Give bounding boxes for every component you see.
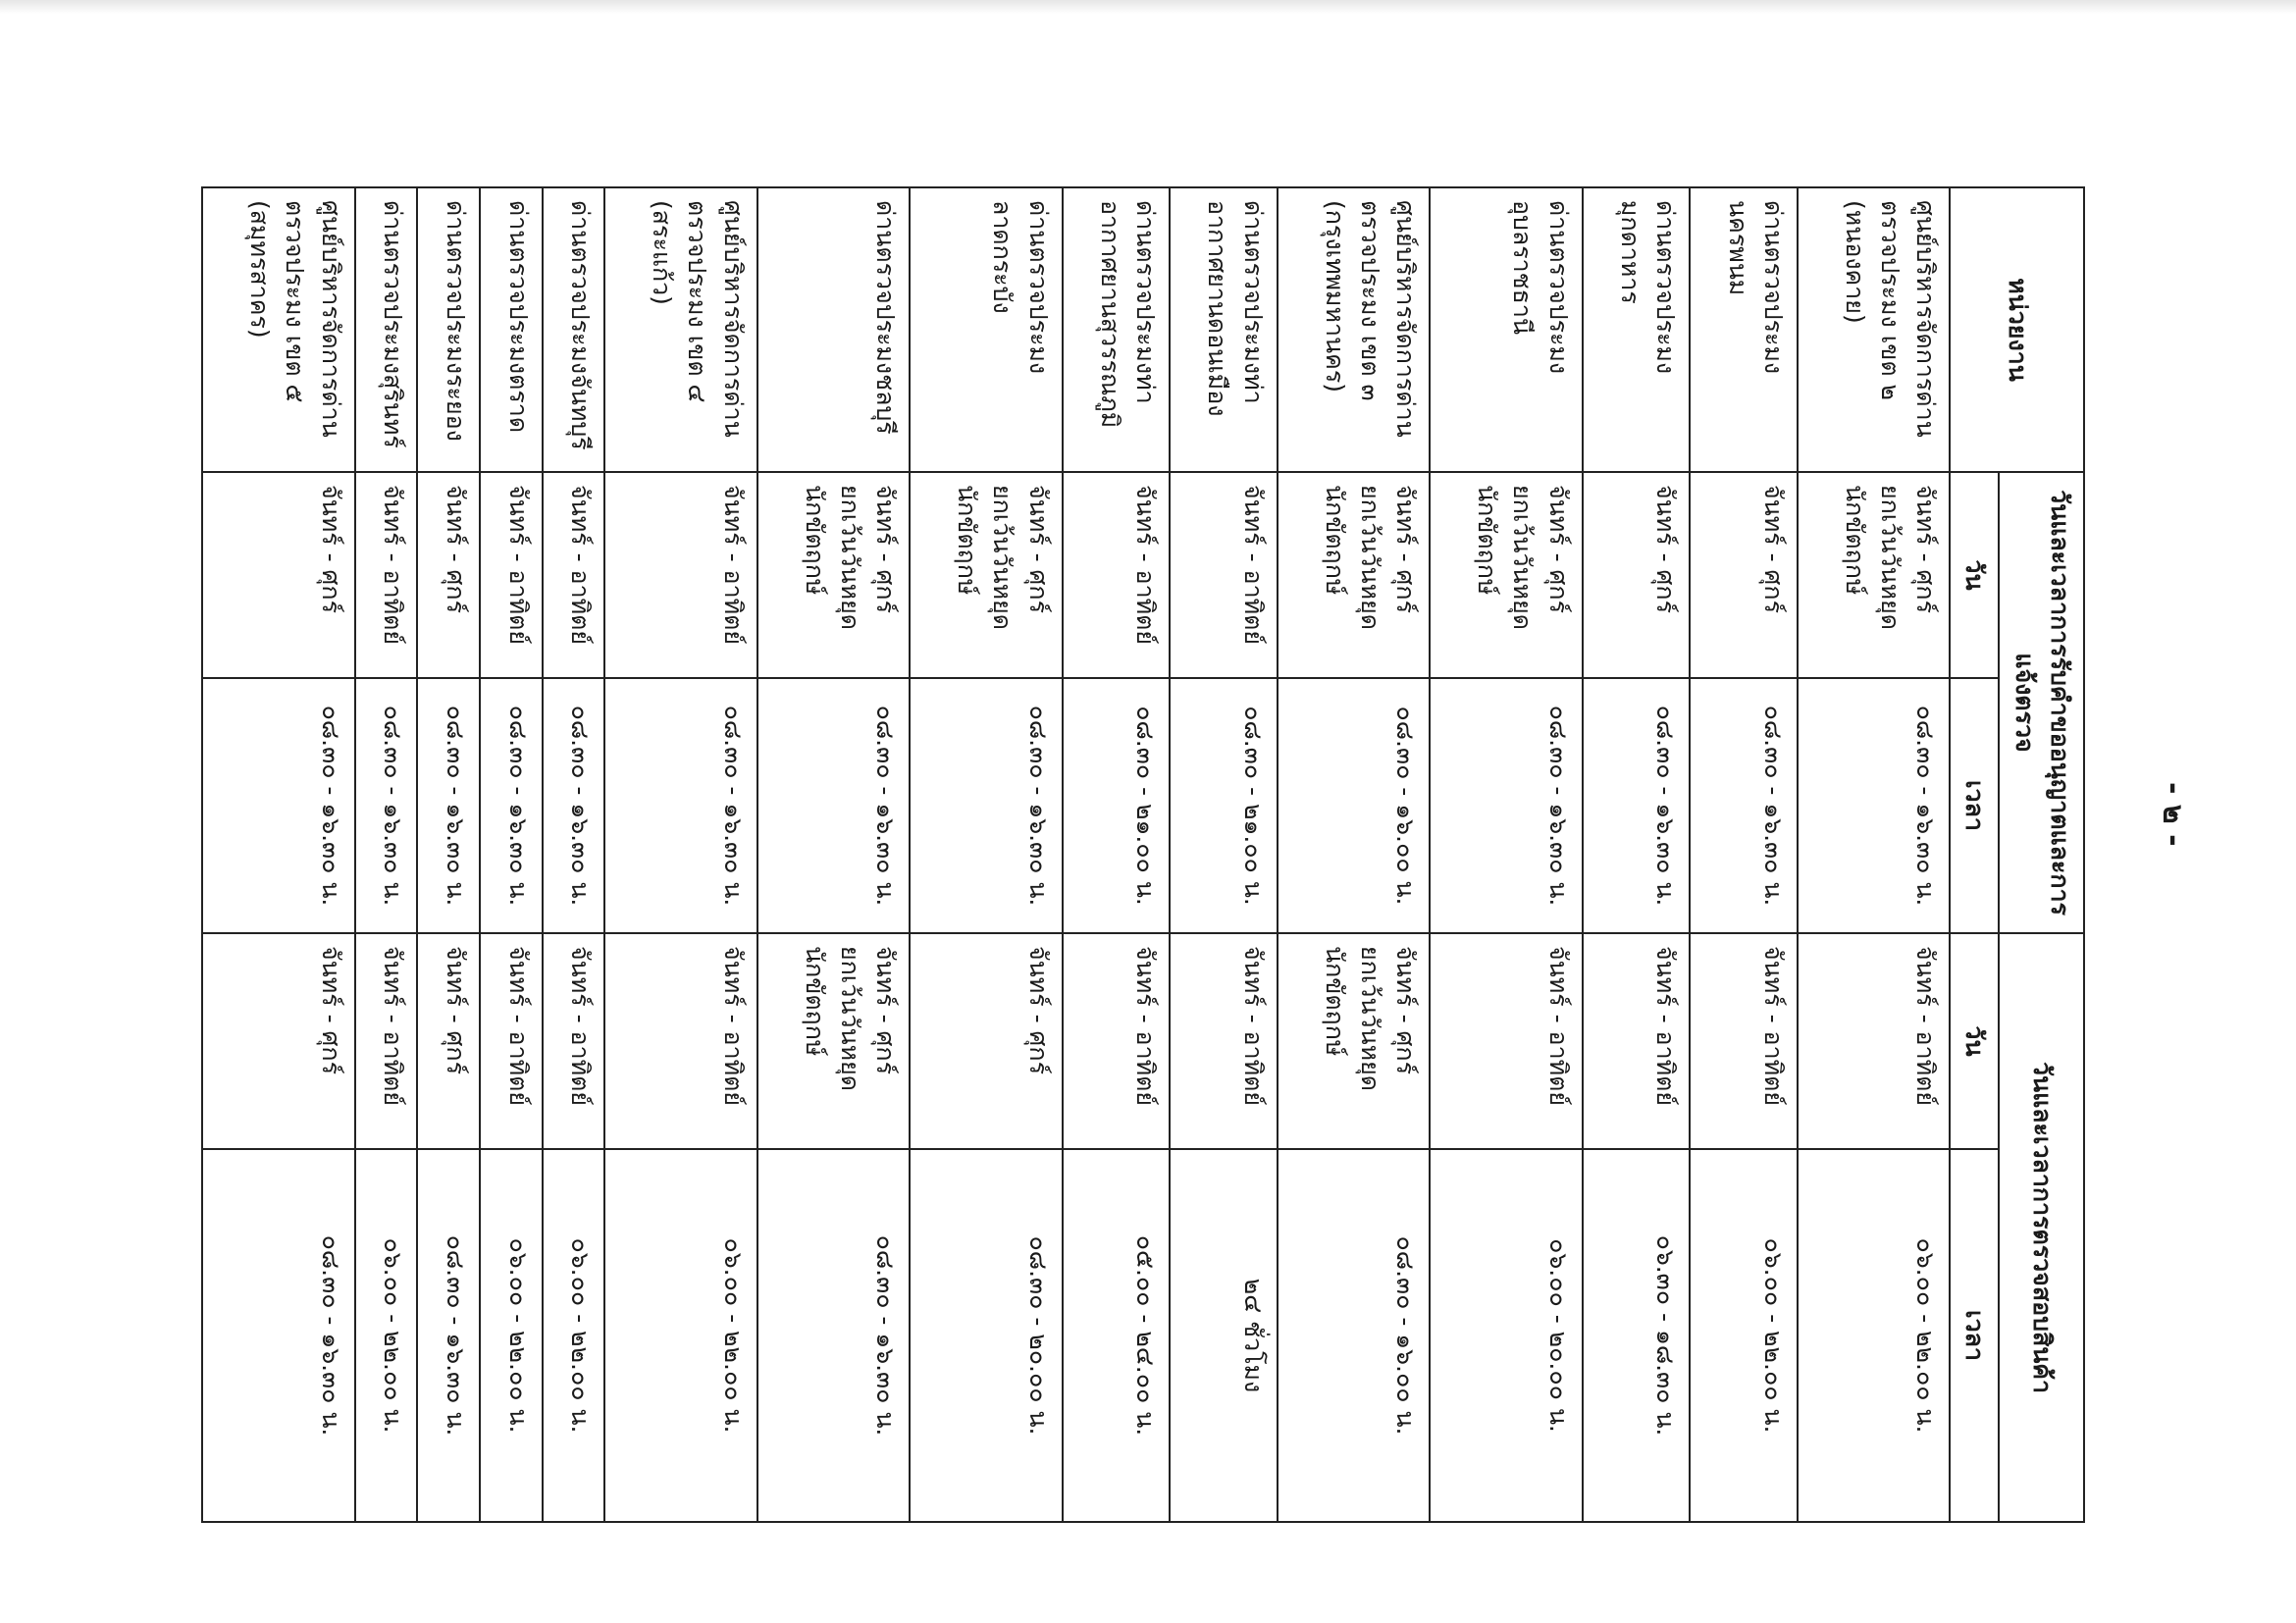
inspect-time-cell: ๐๖.๐๐ - ๒๒.๐๐ น.	[604, 1149, 757, 1522]
permit-day-cell: จันทร์ - อาทิตย์	[1063, 472, 1171, 678]
unit-cell: ด่านตรวจประมงชลบุรี	[757, 187, 910, 472]
inspect-day-cell: จันทร์ - อาทิตย์	[355, 933, 418, 1149]
permit-time-cell: ๐๘.๓๐ - ๑๖.๓๐ น.	[910, 678, 1062, 933]
inspect-day-cell: จันทร์ - อาทิตย์	[480, 933, 543, 1149]
header-inspect-time: เวลา	[1950, 1149, 1999, 1522]
inspect-day-cell: จันทร์ - อาทิตย์	[1170, 933, 1278, 1149]
page-number	[2144, 687, 2203, 942]
permit-time-cell: ๐๘.๓๐ - ๑๖.๓๐ น.	[1430, 678, 1582, 933]
unit-cell: ศูนย์บริหารจัดการด่านตรวจประมง เขต ๔ (สระแก้ว)	[604, 187, 757, 472]
table-row	[1583, 187, 1691, 1522]
inspect-day-cell: จันทร์ - อาทิตย์	[543, 933, 605, 1149]
header-inspect-day: วัน	[1950, 933, 1999, 1149]
unit-cell: ศูนย์บริหารจัดการด่านตรวจประมง เขต ๒ (หนองคาย)	[1798, 187, 1950, 472]
permit-day-cell: จันทร์ - ศุกร์ ยกเว้นวันหยุดนักขัตฤกษ์	[1430, 472, 1582, 678]
header-inspect-group: วันและเวลาการตรวจสอบสินค้า	[2000, 933, 2085, 1522]
table-row	[1170, 187, 1278, 1522]
unit-cell: ศูนย์บริหารจัดการด่านตรวจประมง เขต ๕ (สมุทรสาคร)	[202, 187, 355, 472]
unit-cell: ด่านตรวจประมงมุกดาหาร	[1583, 187, 1691, 472]
inspect-time-cell: ๐๕.๐๐ - ๒๔.๐๐ น.	[1063, 1149, 1171, 1522]
rotated-content	[201, 186, 2085, 1521]
unit-cell: ด่านตรวจประมงท่าอากาศยานดอนเมือง	[1170, 187, 1278, 472]
unit-cell: ด่านตรวจประมงลาดกระบัง	[910, 187, 1062, 472]
permit-day-cell: จันทร์ - ศุกร์ ยกเว้นวันหยุดนักขัตฤกษ์	[910, 472, 1062, 678]
inspect-time-cell: ๐๖.๐๐ - ๒๒.๐๐ น.	[1798, 1149, 1950, 1522]
permit-day-cell: จันทร์ - ศุกร์ ยกเว้นวันหยุดนักขัตฤกษ์	[757, 472, 910, 678]
permit-time-cell: ๐๘.๓๐ - ๑๖.๓๐ น.	[202, 678, 355, 933]
permit-day-cell: จันทร์ - อาทิตย์	[480, 472, 543, 678]
table-row	[1430, 187, 1582, 1522]
permit-day-cell: จันทร์ - อาทิตย์	[1170, 472, 1278, 678]
inspect-day-cell: จันทร์ - ศุกร์ ยกเว้นวันหยุดนักขัตฤกษ์	[757, 933, 910, 1149]
inspect-time-cell: ๐๘.๓๐ - ๑๖.๓๐ น.	[417, 1149, 480, 1522]
table-row	[604, 187, 757, 1522]
inspect-day-cell: จันทร์ - ศุกร์ ยกเว้นวันหยุดนักขัตฤกษ์	[1278, 933, 1430, 1149]
inspect-day-cell: จันทร์ - ศุกร์	[910, 933, 1062, 1149]
unit-cell: ศูนย์บริหารจัดการด่านตรวจประมง เขต ๓ (กรุงเทพมหานคร)	[1278, 187, 1430, 472]
permit-day-cell: จันทร์ - ศุกร์	[202, 472, 355, 678]
table-row	[1278, 187, 1430, 1522]
permit-day-cell: จันทร์ - ศุกร์	[1583, 472, 1691, 678]
permit-day-cell: จันทร์ - อาทิตย์	[355, 472, 418, 678]
header-unit: หน่วยงาน	[1950, 187, 2084, 472]
inspect-day-cell: จันทร์ - อาทิตย์	[604, 933, 757, 1149]
permit-time-cell: ๐๘.๓๐ - ๑๖.๓๐ น.	[604, 678, 757, 933]
inspect-time-cell: ๐๖.๐๐ - ๒๒.๐๐ น.	[1690, 1149, 1798, 1522]
permit-time-cell: ๐๘.๓๐ - ๑๖.๓๐ น.	[1583, 678, 1691, 933]
unit-cell: ด่านตรวจประมงระยอง	[417, 187, 480, 472]
permit-time-cell: ๐๘.๓๐ - ๑๖.๓๐ น.	[417, 678, 480, 933]
inspect-time-cell: ๐๘.๓๐ - ๑๖.๐๐ น.	[1278, 1149, 1430, 1522]
permit-time-cell: ๐๘.๓๐ - ๑๖.๐๐ น.	[1278, 678, 1430, 933]
permit-time-cell: ๐๘.๓๐ - ๑๖.๓๐ น.	[1798, 678, 1950, 933]
permit-time-cell: ๐๘.๓๐ - ๑๖.๓๐ น.	[757, 678, 910, 933]
table-body	[202, 187, 1950, 1522]
table-row	[417, 187, 480, 1522]
schedule-table	[201, 186, 2085, 1523]
inspect-day-cell: จันทร์ - ศุกร์	[202, 933, 355, 1149]
table-row	[1798, 187, 1950, 1522]
unit-cell: ด่านตรวจประมงสุรินทร์	[355, 187, 418, 472]
permit-time-cell: ๐๘.๓๐ - ๑๖.๓๐ น.	[355, 678, 418, 933]
permit-day-cell: จันทร์ - ศุกร์	[417, 472, 480, 678]
table-row	[543, 187, 605, 1522]
header-permit-day: วัน	[1950, 472, 1999, 678]
table-row	[1690, 187, 1798, 1522]
inspect-day-cell: จันทร์ - อาทิตย์	[1063, 933, 1171, 1149]
document-page	[201, 186, 2085, 1521]
table-row	[1063, 187, 1171, 1522]
inspect-time-cell: ๐๖.๐๐ - ๒๐.๐๐ น.	[1430, 1149, 1582, 1522]
inspect-day-cell: จันทร์ - อาทิตย์	[1430, 933, 1582, 1149]
inspect-time-cell: ๐๘.๓๐ - ๑๖.๓๐ น.	[757, 1149, 910, 1522]
permit-day-cell: จันทร์ - ศุกร์ ยกเว้นวันหยุดนักขัตฤกษ์	[1278, 472, 1430, 678]
permit-day-cell: จันทร์ - ศุกร์	[1690, 472, 1798, 678]
permit-time-cell: ๐๘.๓๐ - ๑๖.๓๐ น.	[543, 678, 605, 933]
inspect-day-cell: จันทร์ - อาทิตย์	[1690, 933, 1798, 1149]
inspect-time-cell: ๐๘.๓๐ - ๒๐.๐๐ น.	[910, 1149, 1062, 1522]
page-number-text: - ๒ -	[2156, 782, 2191, 847]
inspect-day-cell: จันทร์ - อาทิตย์	[1798, 933, 1950, 1149]
header-permit-group: วันและเวลาการรับคำขออนุญาตและการแจ้งตรวจ	[2000, 472, 2085, 933]
permit-day-cell: จันทร์ - อาทิตย์	[604, 472, 757, 678]
table-row	[355, 187, 418, 1522]
permit-time-cell: ๐๘.๓๐ - ๑๖.๓๐ น.	[480, 678, 543, 933]
scan-edge-shadow	[0, 0, 2296, 14]
inspect-time-cell: ๐๖.๐๐ - ๒๒.๐๐ น.	[543, 1149, 605, 1522]
table-row	[202, 187, 355, 1522]
inspect-time-cell: ๐๖.๐๐ - ๒๒.๐๐ น.	[480, 1149, 543, 1522]
inspect-time-cell: ๐๖.๐๐ - ๒๒.๐๐ น.	[355, 1149, 418, 1522]
unit-cell: ด่านตรวจประมงนครพนม	[1690, 187, 1798, 472]
permit-day-cell: จันทร์ - อาทิตย์	[543, 472, 605, 678]
permit-time-cell: ๐๘.๓๐ - ๑๖.๓๐ น.	[1690, 678, 1798, 933]
header-permit-time: เวลา	[1950, 678, 1999, 933]
inspect-time-cell: ๒๔ ชั่วโมง	[1170, 1149, 1278, 1522]
header-row-groups	[2000, 187, 2085, 1522]
inspect-day-cell: จันทร์ - อาทิตย์	[1583, 933, 1691, 1149]
table-row	[757, 187, 910, 1522]
permit-day-cell: จันทร์ - ศุกร์ ยกเว้นวันหยุดนักขัตฤกษ์	[1798, 472, 1950, 678]
unit-cell: ด่านตรวจประมงท่าอากาศยานสุวรรณภูมิ	[1063, 187, 1171, 472]
table-row	[910, 187, 1062, 1522]
unit-cell: ด่านตรวจประมงจันทบุรี	[543, 187, 605, 472]
table-row	[480, 187, 543, 1522]
permit-time-cell: ๐๘.๓๐ - ๒๑.๐๐ น.	[1170, 678, 1278, 933]
inspect-day-cell: จันทร์ - ศุกร์	[417, 933, 480, 1149]
inspect-time-cell: ๐๘.๓๐ - ๑๖.๓๐ น.	[202, 1149, 355, 1522]
table-header	[1950, 187, 2084, 1522]
permit-time-cell: ๐๘.๓๐ - ๒๑.๐๐ น.	[1063, 678, 1171, 933]
inspect-time-cell: ๐๖.๓๐ - ๑๘.๓๐ น.	[1583, 1149, 1691, 1522]
unit-cell: ด่านตรวจประมงอุบลราชธานี	[1430, 187, 1582, 472]
unit-cell: ด่านตรวจประมงตราด	[480, 187, 543, 472]
